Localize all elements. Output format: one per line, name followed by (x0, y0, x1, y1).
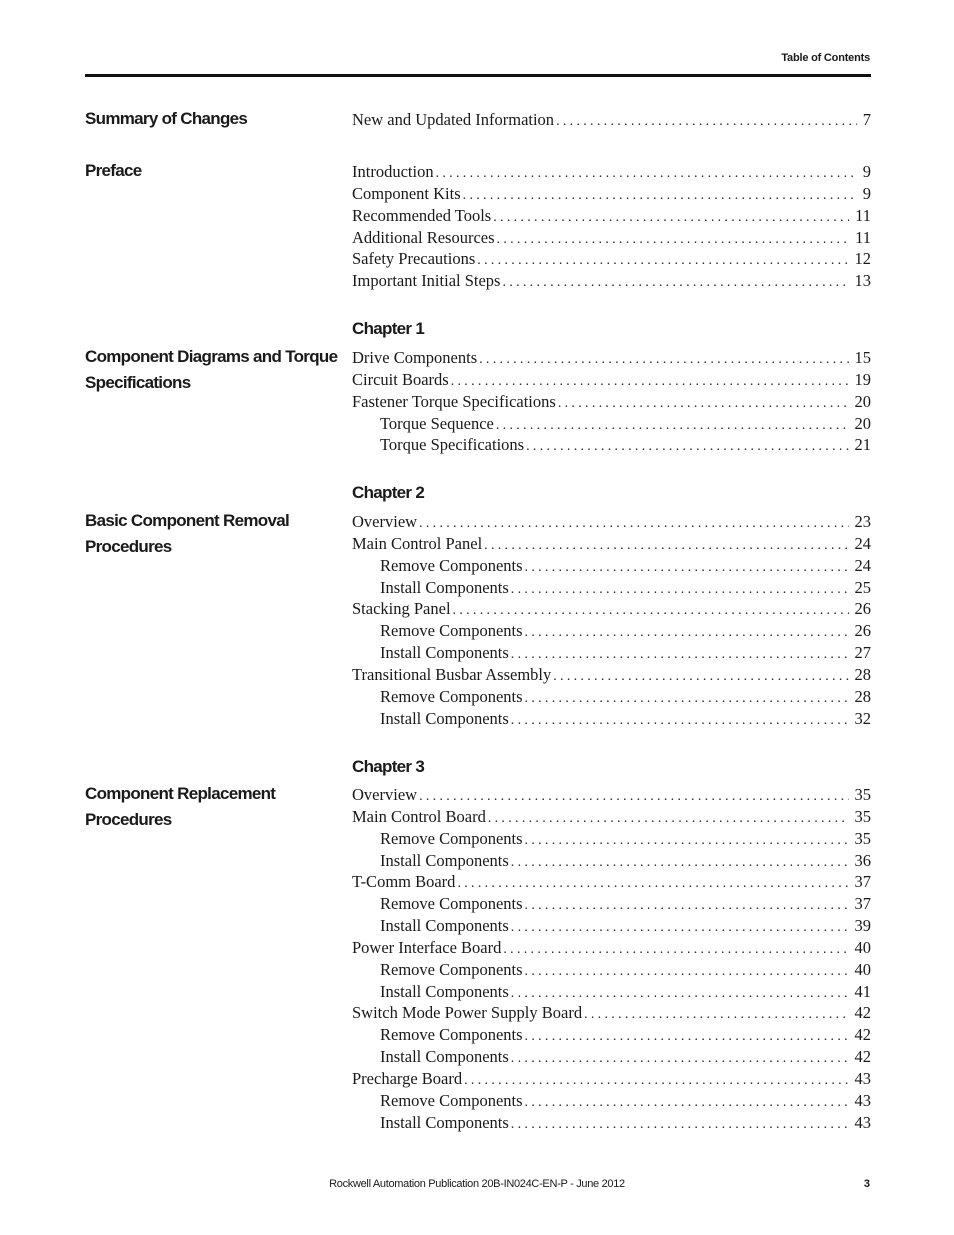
chapter-label-2: Chapter 2 (352, 483, 425, 502)
dot-leader (488, 808, 849, 828)
toc-entry-title: Install Components (380, 850, 509, 870)
toc-entry-title: Additional Resources (352, 227, 495, 247)
toc-page-number: 43 (854, 1090, 871, 1110)
toc-entry-title: T-Comm Board (352, 872, 456, 892)
dot-leader (525, 1092, 849, 1112)
toc-entry[interactable] (352, 1068, 871, 1090)
dot-leader (479, 349, 848, 369)
dot-leader (497, 229, 850, 249)
toc-subentry[interactable] (352, 708, 871, 730)
toc-subentry[interactable] (352, 1046, 871, 1068)
toc-page-number: 32 (854, 708, 871, 728)
dot-leader (502, 272, 848, 292)
toc-subentry[interactable] (352, 893, 871, 915)
header-rule (85, 74, 871, 77)
dot-leader (526, 436, 848, 456)
toc-entry-title: Drive Components (352, 348, 478, 367)
toc-entry-title: Stacking Panel (352, 599, 451, 619)
section-title-preface: Preface (85, 161, 142, 180)
toc-entry-title: Transitional Busbar Assembly (352, 664, 552, 684)
footer-publication: Rockwell Automation Publication 20B-IN024C-EN-P - June 2012 (329, 1178, 625, 1190)
toc-page-number: 35 (854, 828, 871, 848)
running-header: Table of Contents (781, 52, 870, 64)
toc-page-number: 26 (854, 621, 871, 641)
toc-entry-title: Remove Components (380, 555, 523, 575)
toc-entry-title: Remove Components (380, 1090, 523, 1110)
toc-subentry[interactable] (352, 1112, 871, 1134)
toc-page-number: 36 (854, 850, 871, 870)
toc-entry[interactable] (352, 205, 871, 227)
toc-page-number: 28 (854, 664, 871, 684)
toc-page-number: 20 (854, 391, 871, 411)
toc-page-number: 42 (854, 1003, 871, 1023)
dot-leader (584, 1004, 848, 1024)
toc-entry[interactable] (352, 937, 871, 959)
chapter-label-1: Chapter 1 (352, 319, 425, 338)
dot-leader (493, 207, 849, 227)
toc-page-number: 7 (862, 110, 871, 129)
toc-page-number: 13 (854, 271, 871, 291)
dot-leader (511, 983, 849, 1003)
toc-entry[interactable] (352, 871, 871, 893)
toc-page-number: 9 (862, 162, 871, 181)
dot-leader (451, 371, 849, 391)
toc-list-chapter-1 (352, 347, 871, 456)
dot-leader (511, 852, 849, 872)
toc-entry[interactable] (352, 806, 871, 828)
toc-page-number: 35 (854, 785, 871, 804)
toc-entry-title: Power Interface Board (352, 937, 502, 957)
toc-entry-title: Install Components (380, 643, 509, 663)
toc-page-number: 42 (854, 1047, 871, 1067)
toc-list-summary-of-changes (352, 109, 871, 131)
toc-entry[interactable] (352, 391, 871, 413)
toc-entry[interactable] (352, 598, 871, 620)
toc-entry-title: Circuit Boards (352, 369, 449, 389)
toc-page-number: 20 (854, 413, 871, 433)
toc-subentry[interactable] (352, 555, 871, 577)
toc-page-number: 11 (855, 205, 871, 225)
toc-page-number: 9 (862, 183, 871, 203)
toc-list-chapter-2 (352, 511, 871, 729)
toc-entry-title: Install Components (380, 981, 509, 1001)
toc-entry[interactable] (352, 109, 871, 131)
toc-entry-title: Install Components (380, 1047, 509, 1067)
toc-page-number: 40 (854, 937, 871, 957)
toc-entry[interactable] (352, 784, 871, 806)
dot-leader (525, 1026, 849, 1046)
toc-page-number: 26 (854, 599, 871, 619)
dot-leader (525, 895, 849, 915)
toc-page-number: 28 (854, 686, 871, 706)
toc-entry-title: Torque Sequence (380, 413, 494, 433)
toc-subentry[interactable] (352, 959, 871, 981)
toc-subentry[interactable] (352, 620, 871, 642)
toc-entry-title: Remove Components (380, 828, 523, 848)
toc-page-number: 24 (854, 555, 871, 575)
toc-subentry[interactable] (352, 1024, 871, 1046)
toc-entry-title: Main Control Board (352, 806, 486, 826)
toc-page-number: 42 (854, 1025, 871, 1045)
toc-entry-title: Remove Components (380, 621, 523, 641)
chapter-label-3: Chapter 3 (352, 757, 425, 776)
toc-page-number: 12 (854, 249, 871, 269)
dot-leader (503, 939, 848, 959)
toc-page-number: 21 (854, 435, 871, 455)
toc-list-chapter-3 (352, 784, 871, 1134)
toc-entry-title: Remove Components (380, 1025, 523, 1045)
toc-page-number: 40 (854, 959, 871, 979)
toc-entry-title: New and Updated Information (352, 110, 555, 129)
dot-leader (484, 535, 848, 555)
toc-entry-title: Remove Components (380, 686, 523, 706)
section-title-component-diagrams: Component Diagrams and Torque Specifications (85, 347, 338, 392)
dot-leader (463, 185, 857, 205)
toc-page-number: 23 (854, 512, 871, 531)
toc-page-number: 35 (854, 806, 871, 826)
toc-subentry[interactable] (352, 850, 871, 872)
toc-subentry[interactable] (352, 915, 871, 937)
toc-page-number: 27 (854, 643, 871, 663)
section-title-replacement: Component Replacement Procedures (85, 784, 276, 829)
toc-entry-title: Overview (352, 785, 418, 804)
toc-entry-title: Install Components (380, 916, 509, 936)
toc-entry-title: Torque Specifications (380, 435, 525, 455)
toc-page-number: 25 (854, 577, 871, 597)
dot-leader (464, 1070, 848, 1090)
dot-leader (556, 111, 857, 131)
dot-leader (436, 163, 857, 183)
dot-leader (511, 1048, 849, 1068)
dot-leader (419, 513, 848, 533)
toc-page-number: 15 (854, 348, 871, 367)
toc-subentry[interactable] (352, 1090, 871, 1112)
dot-leader (496, 415, 849, 435)
toc-entry-title: Precharge Board (352, 1068, 463, 1088)
toc-entry-title: Component Kits (352, 183, 461, 203)
dot-leader (511, 644, 849, 664)
toc-entry-title: Install Components (380, 577, 509, 597)
dot-leader (477, 250, 848, 270)
dot-leader (525, 688, 849, 708)
section-title-summary-of-changes: Summary of Changes (85, 109, 248, 128)
toc-page-number: 39 (854, 916, 871, 936)
toc-entry-title: Overview (352, 512, 418, 531)
toc-entry-title: Fastener Torque Specifications (352, 391, 556, 411)
dot-leader (453, 600, 849, 620)
dot-leader (525, 622, 849, 642)
toc-entry[interactable] (352, 161, 871, 183)
footer-page-number: 3 (863, 1178, 870, 1190)
toc-page-number: 11 (855, 227, 871, 247)
toc-subentry[interactable] (352, 642, 871, 664)
toc-entry-title: Important Initial Steps (352, 271, 501, 291)
section-title-basic-removal: Basic Component Removal Procedures (85, 511, 290, 556)
dot-leader (511, 1114, 849, 1134)
toc-entry[interactable] (352, 248, 871, 270)
dot-leader (525, 961, 849, 981)
toc-entry-title: Recommended Tools (352, 205, 492, 225)
toc-subentry[interactable] (352, 981, 871, 1003)
dot-leader (419, 786, 848, 806)
dot-leader (553, 666, 848, 686)
toc-entry-title: Remove Components (380, 959, 523, 979)
toc-entry[interactable] (352, 270, 871, 292)
toc-page-number: 37 (854, 894, 871, 914)
dot-leader (511, 710, 849, 730)
dot-leader (558, 393, 849, 413)
toc-subentry[interactable] (352, 686, 871, 708)
toc-entry-title: Install Components (380, 708, 509, 728)
toc-entry[interactable] (352, 1002, 871, 1024)
dot-leader (525, 557, 849, 577)
toc-list-preface (352, 161, 871, 292)
toc-page-number: 41 (854, 981, 871, 1001)
toc-entry-title: Main Control Panel (352, 533, 483, 553)
toc-entry-title: Safety Precautions (352, 249, 476, 269)
toc-entry-title: Switch Mode Power Supply Board (352, 1003, 583, 1023)
toc-page-number: 43 (854, 1112, 871, 1132)
toc-subentry[interactable] (352, 434, 871, 456)
toc-page-number: 37 (854, 872, 871, 892)
dot-leader (457, 873, 848, 893)
toc-entry[interactable] (352, 533, 871, 555)
toc-entry[interactable] (352, 227, 871, 249)
dot-leader (525, 830, 849, 850)
toc-subentry[interactable] (352, 577, 871, 599)
toc-subentry[interactable] (352, 828, 871, 850)
dot-leader (511, 579, 849, 599)
dot-leader (511, 917, 849, 937)
toc-page-number: 24 (854, 533, 871, 553)
toc-entry[interactable] (352, 664, 871, 686)
toc-entry-title: Install Components (380, 1112, 509, 1132)
toc-page-number: 43 (854, 1068, 871, 1088)
toc-entry[interactable] (352, 369, 871, 391)
toc-page-number: 19 (854, 369, 871, 389)
toc-entry-title: Remove Components (380, 894, 523, 914)
toc-entry-title: Introduction (352, 162, 434, 181)
toc-entry[interactable] (352, 511, 871, 533)
toc-entry[interactable] (352, 347, 871, 369)
toc-subentry[interactable] (352, 413, 871, 435)
toc-entry[interactable] (352, 183, 871, 205)
